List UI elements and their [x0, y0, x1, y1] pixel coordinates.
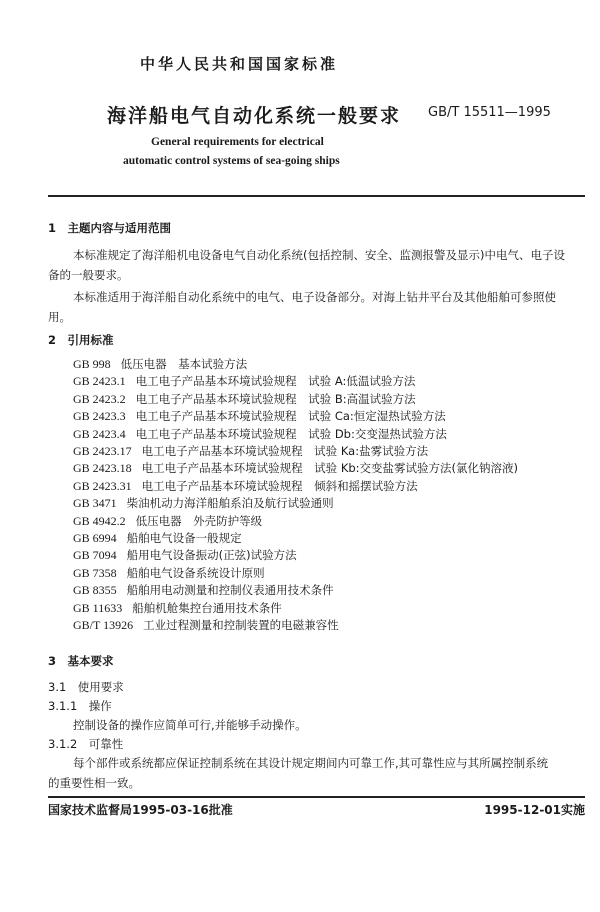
reference-item — [73, 618, 339, 632]
paragraph: 用。 — [48, 310, 71, 324]
section-1-heading: 1 主题内容与适用范围 — [48, 221, 172, 235]
section-3-heading: 3 基本要求 — [48, 654, 114, 668]
reference-item — [73, 374, 415, 388]
reference-title: 低压电器 外壳防护等级 — [135, 513, 263, 528]
subsection-3-1: 3.1 使用要求 — [48, 680, 124, 694]
reference-title: 船用电气设备振动(正弦)试验方法 — [126, 548, 297, 563]
reference-title: 电工电子产品基本环境试验规程 试验 B:高温试验方法 — [135, 391, 416, 406]
reference-code: GB 2423.18 — [73, 461, 132, 476]
reference-code: GB 8355 — [73, 583, 117, 598]
footer-divider — [48, 796, 585, 798]
reference-item — [73, 514, 262, 528]
standard-number: GB/T 15511—1995 — [428, 105, 551, 120]
paragraph: 本标准规定了海洋船机电设备电气自动化系统(包括控制、安全、监测报警及显示)中电气、电子设 — [73, 248, 565, 262]
reference-item — [73, 427, 447, 441]
reference-item — [73, 548, 297, 562]
section-2-heading: 2 引用标准 — [48, 333, 114, 347]
reference-code: GB 998 — [73, 357, 111, 371]
reference-code: GB 4942.2 — [73, 513, 126, 528]
paragraph: 本标准适用于海洋船自动化系统中的电气、电子设备部分。对海上钻井平台及其他船舶可参照使 — [73, 290, 556, 304]
header-divider — [48, 195, 585, 197]
reference-title: 柴油机动力海洋船舶系泊及航行试验通则 — [126, 496, 334, 511]
reference-title: 电工电子产品基本环境试验规程 倾斜和摇摆试验方法 — [141, 478, 418, 493]
reference-code: GB/T 13926 — [73, 618, 134, 632]
reference-item — [73, 392, 416, 406]
national-standard-label: 中华人民共和国国家标准 — [140, 55, 339, 73]
reference-title: 工业过程测量和控制装置的电磁兼容性 — [143, 618, 339, 632]
subsection-3-1-1: 3.1.1 操作 — [48, 699, 112, 713]
reference-code: GB 2423.17 — [73, 444, 132, 458]
document-title: 海洋船电气自动化系统一般要求 — [107, 105, 402, 127]
paragraph: 的重要性相一致。 — [48, 776, 140, 790]
reference-item — [73, 531, 242, 545]
paragraph: 每个部件或系统都应保证控制系统在其设计规定期间内可靠工作,其可靠性应与其所属控制系统 — [73, 756, 549, 770]
reference-item — [73, 444, 428, 458]
paragraph: 控制设备的操作应简单可行,并能够手动操作。 — [73, 718, 307, 732]
reference-item — [73, 479, 418, 493]
reference-title: 电工电子产品基本环境试验规程 试验 Kb:交变盐雾试验方法(氯化钠溶液) — [141, 461, 519, 476]
reference-item — [73, 357, 247, 371]
reference-item — [73, 409, 446, 423]
reference-code: GB 2423.4 — [73, 426, 126, 441]
reference-title: 电工电子产品基本环境试验规程 试验 Ca:恒定湿热试验方法 — [135, 409, 446, 424]
reference-title: 低压电器 基本试验方法 — [120, 357, 248, 371]
reference-code: GB 7094 — [73, 548, 117, 563]
reference-title: 电工电子产品基本环境试验规程 试验 Db:交变湿热试验方法 — [135, 426, 447, 441]
reference-code: GB 2423.3 — [73, 409, 126, 424]
reference-code: GB 6994 — [73, 531, 117, 545]
paragraph: 备的一般要求。 — [48, 268, 129, 282]
reference-title: 船舶机舱集控台通用技术条件 — [132, 600, 282, 615]
reference-title: 船舶电气设备系统设计原则 — [126, 565, 265, 580]
reference-item — [73, 566, 265, 580]
reference-code: GB 11633 — [73, 600, 123, 615]
reference-title: 船舶电气设备一般规定 — [126, 531, 242, 545]
reference-code: GB 2423.1 — [73, 374, 126, 389]
reference-code: GB 2423.31 — [73, 478, 132, 493]
english-title-line2: automatic control systems of sea-going ships — [123, 155, 340, 167]
effective-date: 1995-12-01实施 — [484, 803, 585, 817]
reference-item — [73, 461, 518, 475]
reference-item — [73, 601, 282, 615]
reference-title: 船舶用电动测量和控制仪表通用技术条件 — [126, 583, 334, 598]
reference-title: 电工电子产品基本环境试验规程 试验 A:低温试验方法 — [135, 374, 416, 389]
reference-code: GB 7358 — [73, 565, 117, 580]
reference-code: GB 2423.2 — [73, 391, 126, 406]
approval-date: 国家技术监督局1995-03-16批准 — [48, 803, 233, 817]
english-title-line1: General requirements for electrical — [151, 136, 324, 148]
reference-item — [73, 496, 334, 510]
reference-item — [73, 583, 334, 597]
reference-title: 电工电子产品基本环境试验规程 试验 Ka:盐雾试验方法 — [141, 444, 429, 458]
subsection-3-1-2: 3.1.2 可靠性 — [48, 737, 124, 751]
reference-code: GB 3471 — [73, 496, 117, 511]
